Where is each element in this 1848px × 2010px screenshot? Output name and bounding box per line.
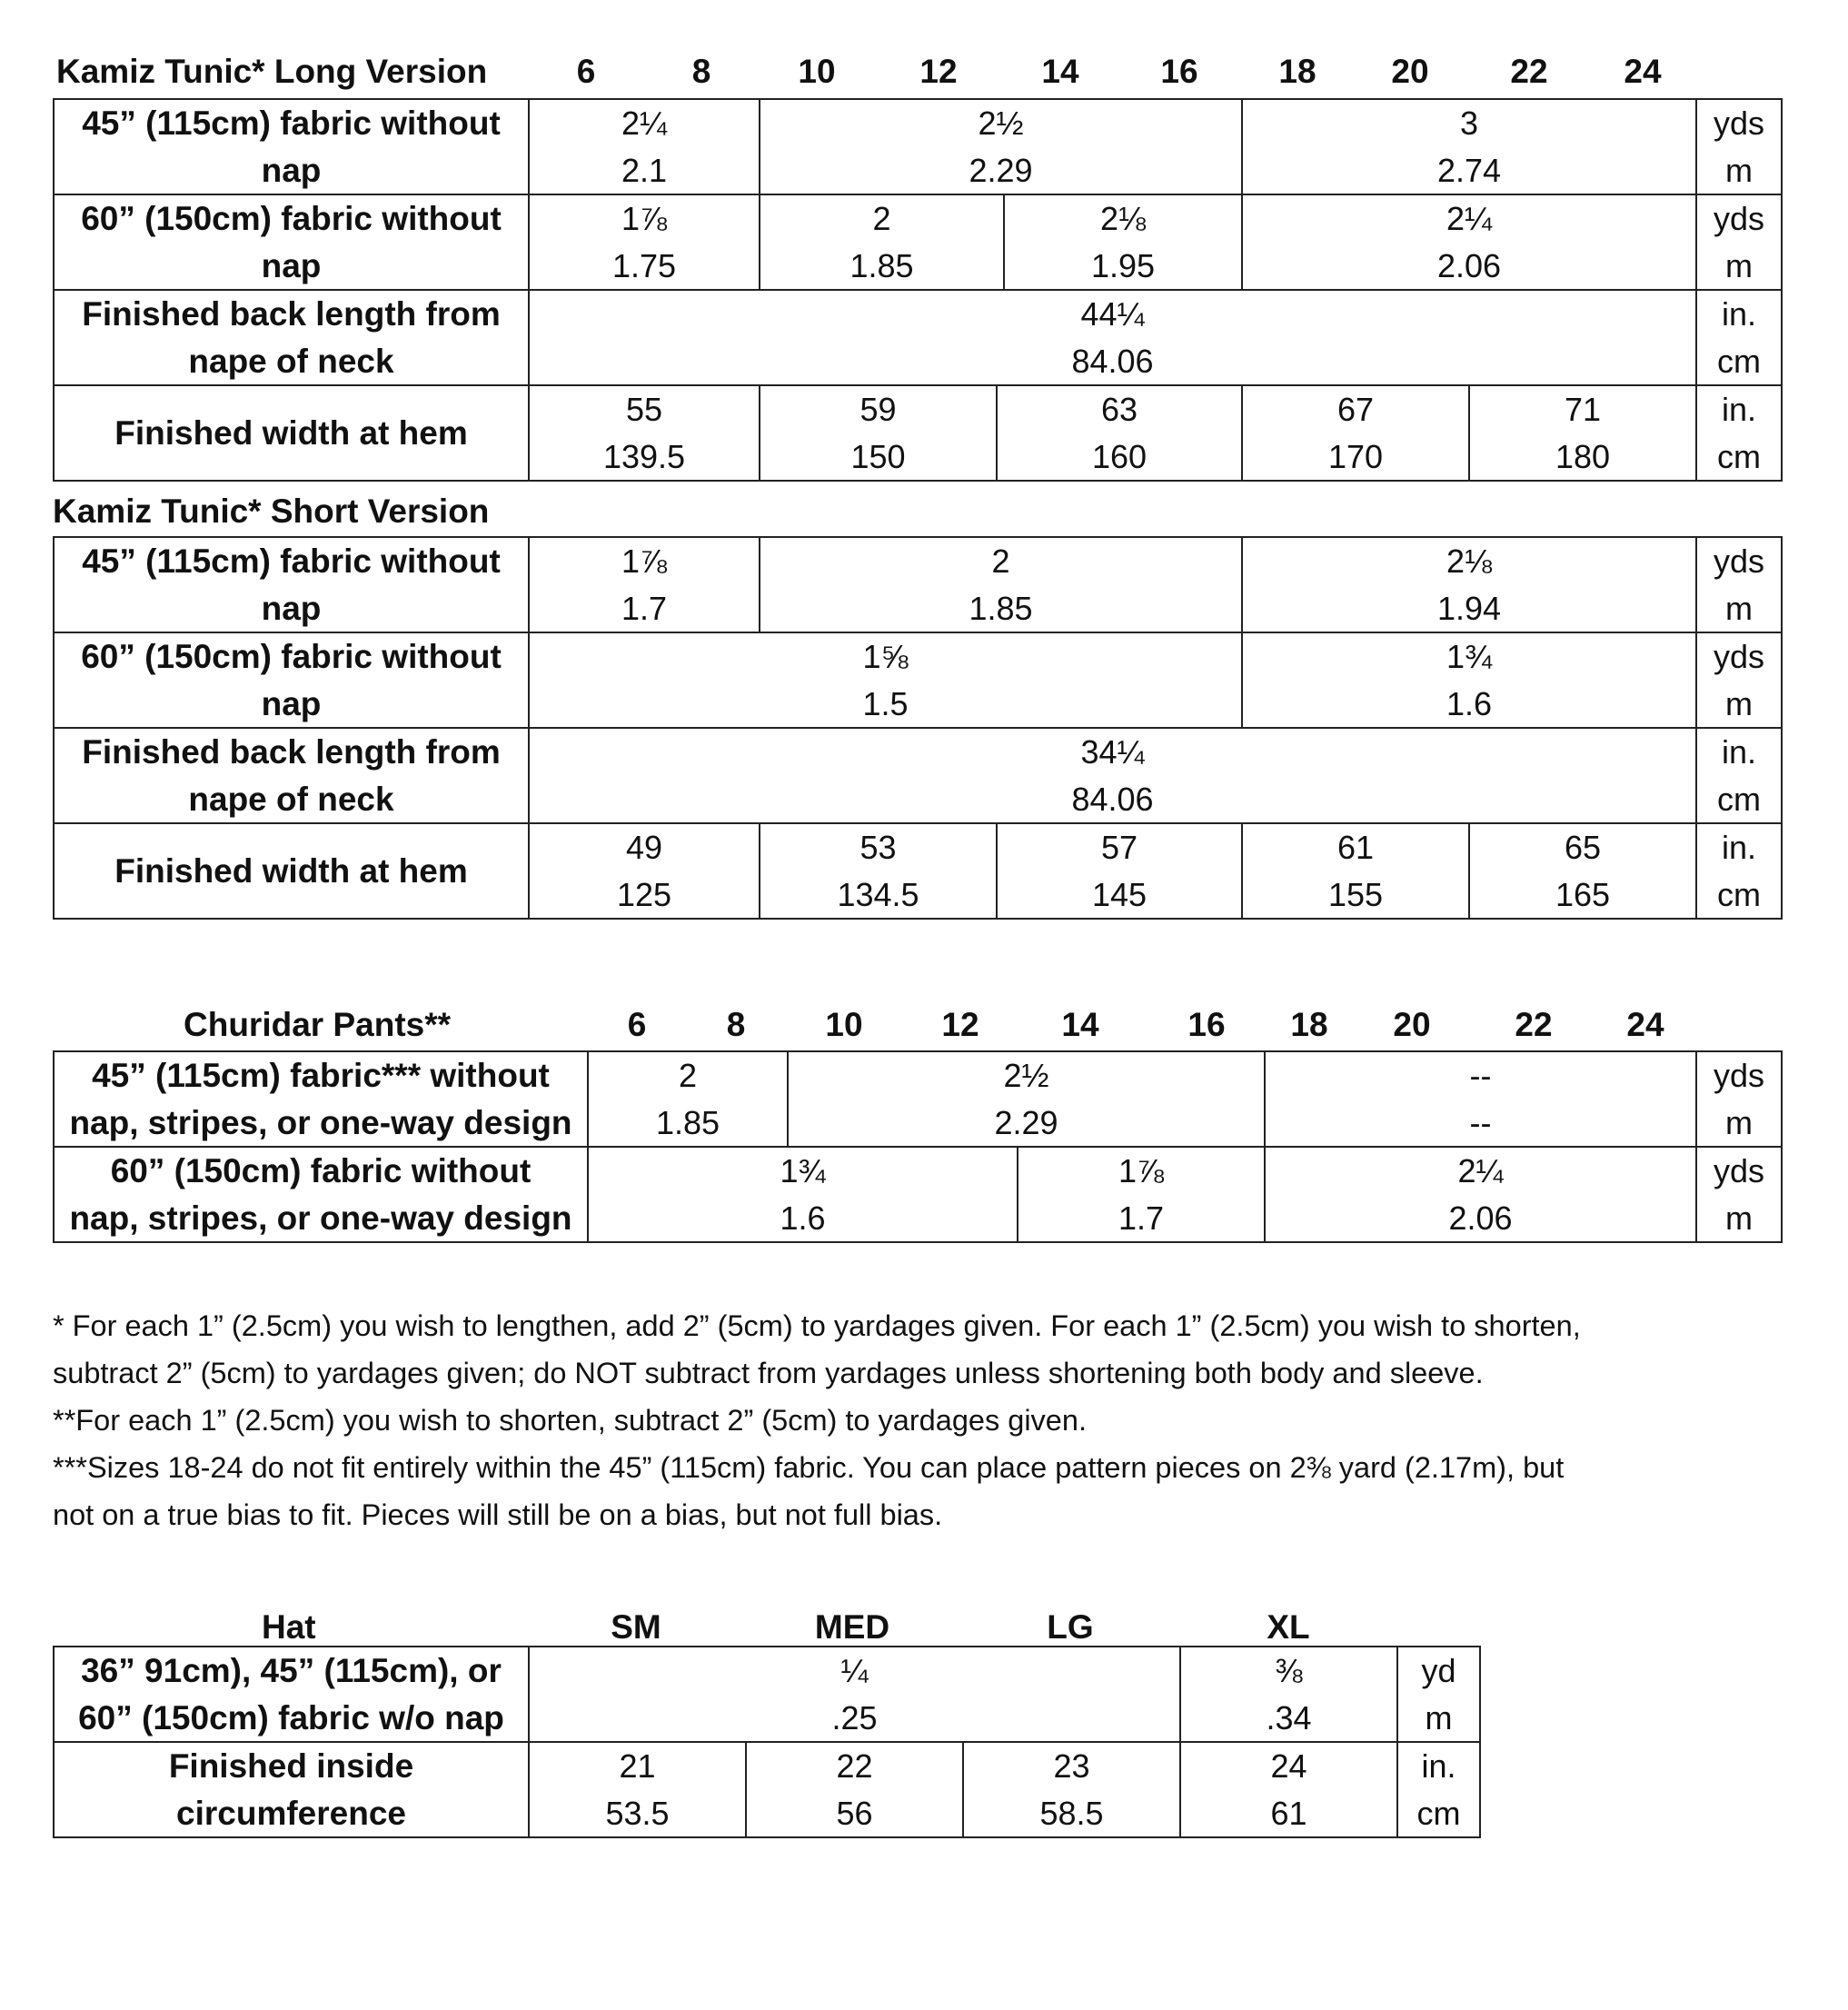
row-label-line: 45” (115cm) fabric without xyxy=(82,104,501,142)
cell-metric: 1.85 xyxy=(655,1103,720,1141)
cell-metric: 139.5 xyxy=(602,437,686,475)
row-label-line: nap xyxy=(261,151,322,189)
size-label: 22 xyxy=(1510,53,1548,90)
table-cell xyxy=(1018,1148,1264,1241)
cell-imperial: 71 xyxy=(1564,390,1602,428)
cell-imperial: 2¼ xyxy=(621,104,668,142)
row-label-line: nape of neck xyxy=(188,780,394,818)
table-cell xyxy=(789,1052,1264,1146)
cell-imperial: 65 xyxy=(1564,828,1602,866)
unit-cell xyxy=(1398,1647,1479,1741)
unit-cell xyxy=(1697,538,1781,632)
cell-metric: 145 xyxy=(1091,875,1148,913)
table-cell xyxy=(1243,100,1695,194)
unit-imperial: in. xyxy=(1721,294,1757,333)
row-label xyxy=(55,824,528,918)
size-label: 6 xyxy=(576,53,596,90)
cell-metric: 2.74 xyxy=(1436,151,1502,189)
table-cell xyxy=(530,633,1241,727)
unit-imperial: yds xyxy=(1713,1056,1765,1094)
table-cell xyxy=(1181,1743,1396,1836)
row-label xyxy=(55,195,528,289)
table-cell xyxy=(747,1743,962,1836)
cell-metric: 61 xyxy=(1270,1794,1307,1832)
row-label xyxy=(55,291,528,384)
table-cell xyxy=(760,386,996,480)
unit-imperial: yds xyxy=(1713,1151,1765,1189)
cell-metric: 1.75 xyxy=(611,246,677,284)
row-label-line: nap, stripes, or one-way design xyxy=(69,1103,572,1141)
table-cell xyxy=(1243,824,1468,918)
row-label-line: 60” (150cm) fabric w/o nap xyxy=(78,1698,504,1736)
unit-metric: cm xyxy=(1416,1794,1461,1832)
unit-cell xyxy=(1697,633,1781,727)
row-label-line: nap, stripes, or one-way design xyxy=(69,1199,572,1237)
size-label: 16 xyxy=(1187,1006,1226,1043)
hat-title: Hat xyxy=(262,1608,316,1646)
cell-imperial: -- xyxy=(1469,1056,1492,1094)
table-cell xyxy=(964,1743,1179,1836)
row-label xyxy=(55,1647,528,1741)
row-label-line: 45” (115cm) fabric*** without xyxy=(92,1056,550,1094)
size-label: 22 xyxy=(1515,1006,1553,1043)
cell-metric: 1.7 xyxy=(621,589,668,627)
unit-cell xyxy=(1697,1052,1781,1146)
size-label: 18 xyxy=(1290,1006,1328,1043)
cell-imperial: 2 xyxy=(991,542,1010,580)
footnote-line: not on a true bias to fit. Pieces will still be on a bias, but not full bias. xyxy=(53,1498,943,1531)
table-cell xyxy=(1243,386,1468,480)
cell-metric: 84.06 xyxy=(1071,780,1154,818)
table-cell xyxy=(530,1647,1179,1741)
unit-imperial: yds xyxy=(1713,104,1765,142)
table-cell xyxy=(1266,1148,1695,1241)
cell-imperial: 21 xyxy=(619,1746,656,1785)
size-label: 8 xyxy=(691,53,711,90)
cell-imperial: 2⅛ xyxy=(1446,542,1493,580)
cell-imperial: 2 xyxy=(872,199,891,237)
row-label-line: 45” (115cm) fabric without xyxy=(82,542,501,580)
size-label: 16 xyxy=(1160,53,1198,90)
cell-imperial: 23 xyxy=(1053,1746,1090,1785)
cell-metric: .34 xyxy=(1266,1698,1312,1736)
unit-cell xyxy=(1697,100,1781,194)
table-cell xyxy=(530,100,759,194)
row-label xyxy=(55,633,528,727)
unit-metric: m xyxy=(1725,1103,1753,1141)
table-cell xyxy=(530,291,1695,384)
cell-metric: 1.6 xyxy=(1446,684,1493,722)
row-label xyxy=(55,1743,528,1836)
cell-imperial: 63 xyxy=(1100,390,1138,428)
table-cell xyxy=(760,824,996,918)
table-cell xyxy=(530,1743,745,1836)
cell-imperial: 22 xyxy=(836,1746,873,1785)
unit-cell xyxy=(1697,386,1781,480)
cell-metric: 170 xyxy=(1327,437,1384,475)
row-label-line: nape of neck xyxy=(188,342,394,380)
unit-imperial: in. xyxy=(1721,390,1757,428)
row-label xyxy=(55,100,528,194)
size-label: 18 xyxy=(1278,53,1316,90)
cell-metric: 1.7 xyxy=(1118,1199,1165,1237)
cell-imperial: 24 xyxy=(1270,1746,1307,1785)
cell-imperial: 61 xyxy=(1336,828,1375,866)
row-label-line: 60” (150cm) fabric without xyxy=(81,199,502,237)
table-cell xyxy=(530,386,759,480)
unit-cell xyxy=(1697,729,1781,822)
size-label: 12 xyxy=(919,53,958,90)
cell-metric: 2.1 xyxy=(621,151,668,189)
unit-metric: m xyxy=(1725,246,1753,284)
cell-metric: 134.5 xyxy=(837,875,919,913)
row-label-line: Finished width at hem xyxy=(114,851,468,890)
size-label: 8 xyxy=(726,1006,746,1043)
unit-metric: m xyxy=(1725,589,1753,627)
unit-imperial: in. xyxy=(1721,732,1757,771)
table-cell xyxy=(530,195,759,289)
cell-imperial: 44¼ xyxy=(1080,294,1145,333)
table-cell xyxy=(1243,633,1695,727)
row-label-line: circumference xyxy=(176,1794,406,1832)
cell-imperial: ¼ xyxy=(840,1651,869,1689)
cell-metric: 1.95 xyxy=(1090,246,1156,284)
cell-metric: 160 xyxy=(1091,437,1148,475)
cell-metric: 155 xyxy=(1327,875,1384,913)
size-label: 20 xyxy=(1393,1006,1431,1043)
cell-metric: 125 xyxy=(616,875,672,913)
size-label: 10 xyxy=(798,53,836,90)
table-cell xyxy=(1243,195,1695,289)
pants-title: Churidar Pants** xyxy=(184,1006,452,1043)
cell-metric: .25 xyxy=(831,1698,878,1736)
cell-metric: 56 xyxy=(836,1794,873,1832)
footnote-line: ***Sizes 18-24 do not fit entirely within the 45” (115cm) fabric. You can place pattern pieces on 2⅜ yard (2.17m), but xyxy=(53,1451,1565,1484)
unit-metric: m xyxy=(1725,151,1753,189)
row-label-line: nap xyxy=(261,589,322,627)
cell-imperial: 1¾ xyxy=(1446,637,1493,675)
footnote-line: * For each 1” (2.5cm) you wish to lengthen, add 2” (5cm) to yardages given. For each 1” (2.5cm) you wish to shorten, xyxy=(53,1309,1581,1342)
unit-imperial: yds xyxy=(1713,542,1765,580)
table-cell xyxy=(530,824,759,918)
cell-metric: 2.06 xyxy=(1436,246,1502,284)
unit-metric: m xyxy=(1425,1698,1453,1736)
unit-imperial: yds xyxy=(1713,199,1765,237)
size-label: 14 xyxy=(1041,53,1079,90)
cell-imperial: 1⅞ xyxy=(621,542,668,580)
footnote-line: **For each 1” (2.5cm) you wish to shorten, subtract 2” (5cm) to yardages given. xyxy=(53,1404,1087,1437)
table-cell xyxy=(1005,195,1241,289)
unit-metric: m xyxy=(1725,1199,1753,1237)
cell-imperial: 2¼ xyxy=(1457,1151,1504,1189)
size-label: 24 xyxy=(1626,1006,1664,1043)
footnotes xyxy=(53,1302,1581,1538)
cell-metric: 2.29 xyxy=(969,151,1033,189)
cell-metric: 150 xyxy=(850,437,906,475)
unit-cell xyxy=(1697,195,1781,289)
cell-metric: 2.06 xyxy=(1448,1199,1513,1237)
cell-imperial: 59 xyxy=(859,390,897,428)
cell-imperial: 2¼ xyxy=(1446,199,1493,237)
unit-imperial: in. xyxy=(1721,828,1757,866)
cell-metric: 84.06 xyxy=(1071,342,1154,380)
cell-metric: 180 xyxy=(1555,437,1611,475)
cell-imperial: 53 xyxy=(859,828,897,866)
table-cell xyxy=(1470,824,1695,918)
row-label-line: 60” (150cm) fabric without xyxy=(110,1151,532,1189)
row-label xyxy=(55,386,528,480)
table-cell xyxy=(589,1052,787,1146)
row-label xyxy=(55,729,528,822)
row-label xyxy=(55,1052,587,1146)
size-label: SM xyxy=(611,1608,661,1646)
row-label-line: 36” 91cm), 45” (115cm), or xyxy=(81,1651,502,1689)
cell-imperial: 1¾ xyxy=(780,1151,826,1189)
table-cell xyxy=(530,729,1695,822)
row-label-line: Finished back length from xyxy=(82,732,501,771)
unit-imperial: in. xyxy=(1421,1746,1456,1785)
footnote-line: subtract 2” (5cm) to yardages given; do NOT subtract from yardages unless shortening both body and sleeve. xyxy=(53,1357,1484,1389)
size-label: 24 xyxy=(1624,53,1662,90)
short-version-title: Kamiz Tunic* Short Version xyxy=(53,493,490,530)
unit-metric: cm xyxy=(1717,875,1761,913)
unit-imperial: yd xyxy=(1421,1651,1456,1689)
table-cell xyxy=(530,538,759,632)
size-label: MED xyxy=(814,1608,890,1646)
unit-cell xyxy=(1697,824,1781,918)
cell-imperial: ⅜ xyxy=(1275,1651,1303,1689)
size-label: 6 xyxy=(627,1006,647,1043)
cell-metric: 1.6 xyxy=(780,1199,826,1237)
cell-imperial: 1⅝ xyxy=(862,637,909,675)
unit-cell xyxy=(1398,1743,1479,1836)
table-cell xyxy=(589,1148,1017,1241)
row-label xyxy=(55,1148,587,1241)
row-label-line: Finished back length from xyxy=(82,294,501,333)
size-label: 14 xyxy=(1061,1006,1099,1043)
row-label-line: Finished width at hem xyxy=(114,413,468,452)
table-cell xyxy=(1266,1052,1695,1146)
table-cell xyxy=(760,538,1241,632)
cell-metric: 58.5 xyxy=(1039,1794,1104,1832)
cell-imperial: 67 xyxy=(1336,390,1375,428)
table-cell xyxy=(1470,386,1695,480)
cell-metric: 165 xyxy=(1555,875,1611,913)
cell-imperial: 57 xyxy=(1100,828,1138,866)
unit-imperial: yds xyxy=(1713,637,1765,675)
unit-cell xyxy=(1697,291,1781,384)
unit-metric: m xyxy=(1725,684,1753,722)
cell-imperial: 1⅞ xyxy=(1118,1151,1165,1189)
cell-metric: -- xyxy=(1469,1103,1492,1141)
size-label: LG xyxy=(1047,1608,1094,1646)
unit-metric: cm xyxy=(1717,780,1761,818)
unit-metric: cm xyxy=(1717,342,1761,380)
table-cell xyxy=(998,824,1241,918)
cell-metric: 53.5 xyxy=(605,1794,670,1832)
cell-metric: 2.29 xyxy=(994,1103,1058,1141)
long-version-title: Kamiz Tunic* Long Version xyxy=(56,53,488,90)
size-label: XL xyxy=(1267,1608,1310,1646)
cell-imperial: 2 xyxy=(678,1056,698,1094)
cell-imperial: 2½ xyxy=(978,104,1024,142)
cell-metric: 1.85 xyxy=(849,246,914,284)
row-label-line: nap xyxy=(261,684,322,722)
unit-cell xyxy=(1697,1148,1781,1241)
row-label-line: 60” (150cm) fabric without xyxy=(81,637,502,675)
table-cell xyxy=(760,195,1003,289)
size-label: 12 xyxy=(941,1006,979,1043)
cell-imperial: 1⅞ xyxy=(621,199,668,237)
row-label xyxy=(55,538,528,632)
size-label: 20 xyxy=(1391,53,1429,90)
table-cell xyxy=(1243,538,1695,632)
table-cell xyxy=(998,386,1241,480)
cell-metric: 1.85 xyxy=(969,589,1033,627)
cell-imperial: 2⅛ xyxy=(1099,199,1147,237)
row-label-line: Finished inside xyxy=(168,1746,414,1785)
cell-imperial: 2½ xyxy=(1003,1056,1049,1094)
row-label-line: nap xyxy=(261,246,322,284)
cell-metric: 1.94 xyxy=(1436,589,1502,627)
cell-imperial: 55 xyxy=(625,390,663,428)
cell-imperial: 49 xyxy=(625,828,663,866)
unit-metric: cm xyxy=(1717,437,1761,475)
size-label: 10 xyxy=(825,1006,863,1043)
cell-imperial: 34¼ xyxy=(1080,732,1145,771)
table-cell xyxy=(1181,1647,1396,1741)
table-cell xyxy=(760,100,1241,194)
cell-metric: 1.5 xyxy=(862,684,909,722)
cell-imperial: 3 xyxy=(1459,104,1479,142)
